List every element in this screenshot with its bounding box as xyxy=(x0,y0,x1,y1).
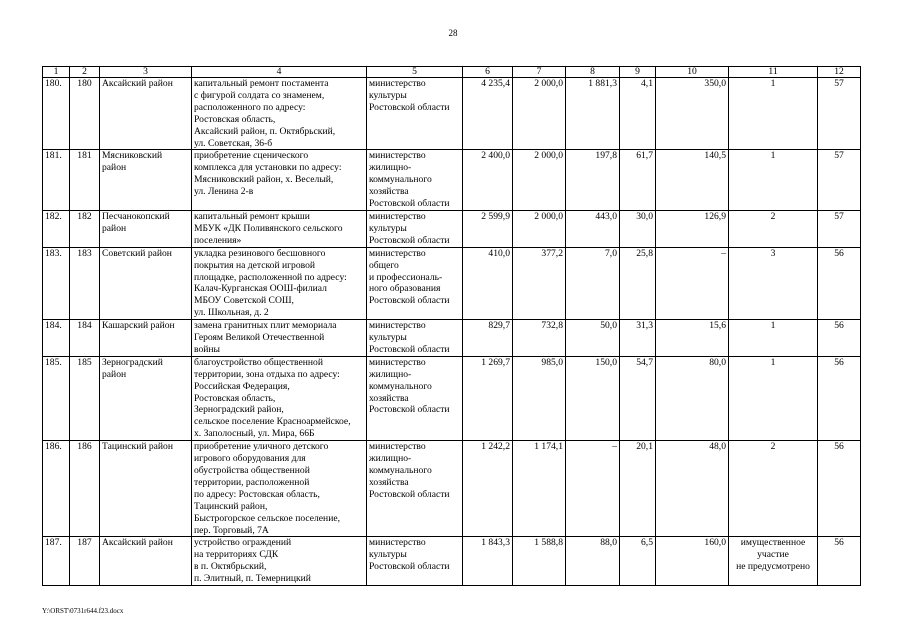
district-cell: Аксайский район xyxy=(100,78,192,150)
row-number-cell: 180. xyxy=(43,78,70,150)
subsidy-cell: 2 000,0 xyxy=(513,210,566,247)
description-cell: укладка резинового бесшовного покрытия на детской игровой площадке, расположенной по адресу: Калач-Курганская ООШ-филиал МБОУ Советской СОШ, ул. Школьная, д. 2 xyxy=(192,247,367,319)
local-budget-cell: – xyxy=(566,441,620,537)
header-row xyxy=(43,67,861,78)
district-cell: Мясниковский район xyxy=(100,150,192,211)
table-row xyxy=(43,441,861,537)
table-row xyxy=(43,320,861,357)
district-cell: Кашарский район xyxy=(100,320,192,357)
subsidy-cell: 1 174,1 xyxy=(513,441,566,537)
subsidy-cell: 2 000,0 xyxy=(513,78,566,150)
participation-cell: 2 xyxy=(729,210,818,247)
participation-cell: 1 xyxy=(729,78,818,150)
total-cost-cell: 4 235,4 xyxy=(463,78,513,150)
total-cost-cell: 2 400,0 xyxy=(463,150,513,211)
description-cell: приобретение уличного детского игрового оборудования для обустройства общественной территории, расположенной по адресу: Ростовская область, Тацинский район, Быстрогорское сельское поселение, пер. Торговый, 7А xyxy=(192,441,367,537)
row-number-cell: 184. xyxy=(43,320,70,357)
item-number-cell: 186 xyxy=(70,441,100,537)
budget-table xyxy=(42,66,861,586)
subsidy-cell: 377,2 xyxy=(513,247,566,319)
row-number-cell: 181. xyxy=(43,150,70,211)
participation-cell: 1 xyxy=(729,320,818,357)
total-cost-cell: 1 242,2 xyxy=(463,441,513,537)
header-cell: 2 xyxy=(70,67,100,78)
score-cell: 56 xyxy=(818,537,861,586)
header-cell: 9 xyxy=(620,67,656,78)
header-cell: 7 xyxy=(513,67,566,78)
value-cell: – xyxy=(656,247,729,319)
total-cost-cell: 1 843,3 xyxy=(463,537,513,586)
table-row xyxy=(43,78,861,150)
percent-cell: 30,0 xyxy=(620,210,656,247)
total-cost-cell: 1 269,7 xyxy=(463,356,513,440)
local-budget-cell: 7,0 xyxy=(566,247,620,319)
table-row xyxy=(43,210,861,247)
score-cell: 56 xyxy=(818,441,861,537)
header-cell: 11 xyxy=(729,67,818,78)
subsidy-cell: 1 588,8 xyxy=(513,537,566,586)
ministry-cell: министерство культуры Ростовской области xyxy=(367,320,463,357)
value-cell: 160,0 xyxy=(656,537,729,586)
header-cell: 5 xyxy=(367,67,463,78)
percent-cell: 54,7 xyxy=(620,356,656,440)
value-cell: 350,0 xyxy=(656,78,729,150)
item-number-cell: 185 xyxy=(70,356,100,440)
district-cell: Аксайский район xyxy=(100,537,192,586)
local-budget-cell: 197,8 xyxy=(566,150,620,211)
value-cell: 126,9 xyxy=(656,210,729,247)
ministry-cell: министерство жилищно- коммунального хозяйства Ростовской области xyxy=(367,150,463,211)
description-cell: приобретение сценического комплекса для установки по адресу: Мясниковский район, х. Веселый, ул. Ленина 2-в xyxy=(192,150,367,211)
percent-cell: 25,8 xyxy=(620,247,656,319)
ministry-cell: министерство культуры Ростовской области xyxy=(367,78,463,150)
participation-cell: 1 xyxy=(729,356,818,440)
row-number-cell: 185. xyxy=(43,356,70,440)
local-budget-cell: 150,0 xyxy=(566,356,620,440)
score-cell: 57 xyxy=(818,78,861,150)
percent-cell: 61,7 xyxy=(620,150,656,211)
table-row xyxy=(43,356,861,440)
item-number-cell: 184 xyxy=(70,320,100,357)
ministry-cell: министерство жилищно- коммунального хозяйства Ростовской области xyxy=(367,356,463,440)
percent-cell: 4,1 xyxy=(620,78,656,150)
header-cell: 12 xyxy=(818,67,861,78)
value-cell: 15,6 xyxy=(656,320,729,357)
item-number-cell: 181 xyxy=(70,150,100,211)
district-cell: Зерноградский район xyxy=(100,356,192,440)
ministry-cell: министерство общего и профессиональ- ного образования Ростовской области xyxy=(367,247,463,319)
item-number-cell: 180 xyxy=(70,78,100,150)
header-cell: 3 xyxy=(100,67,192,78)
table-row xyxy=(43,537,861,586)
percent-cell: 6,5 xyxy=(620,537,656,586)
header-cell: 4 xyxy=(192,67,367,78)
district-cell: Тацинский район xyxy=(100,441,192,537)
score-cell: 57 xyxy=(818,150,861,211)
row-number-cell: 183. xyxy=(43,247,70,319)
subsidy-cell: 732,8 xyxy=(513,320,566,357)
participation-cell: 2 xyxy=(729,441,818,537)
score-cell: 56 xyxy=(818,320,861,357)
item-number-cell: 187 xyxy=(70,537,100,586)
district-cell: Советский район xyxy=(100,247,192,319)
score-cell: 56 xyxy=(818,356,861,440)
file-path-footer: Y:\ORST\0731r644.f23.docx xyxy=(42,607,124,615)
description-cell: капитальный ремонт крыши МБУК «ДК Поливянского сельского поселения» xyxy=(192,210,367,247)
total-cost-cell: 410,0 xyxy=(463,247,513,319)
value-cell: 140,5 xyxy=(656,150,729,211)
total-cost-cell: 829,7 xyxy=(463,320,513,357)
item-number-cell: 183 xyxy=(70,247,100,319)
row-number-cell: 187. xyxy=(43,537,70,586)
subsidy-cell: 985,0 xyxy=(513,356,566,440)
description-cell: капитальный ремонт постамента с фигурой солдата со знаменем, расположенного по адресу: Ростовская область, Аксайский район, п. Октябрьский, ул. Советская, 36-б xyxy=(192,78,367,150)
score-cell: 56 xyxy=(818,247,861,319)
total-cost-cell: 2 599,9 xyxy=(463,210,513,247)
row-number-cell: 182. xyxy=(43,210,70,247)
subsidy-cell: 2 000,0 xyxy=(513,150,566,211)
local-budget-cell: 50,0 xyxy=(566,320,620,357)
percent-cell: 20,1 xyxy=(620,441,656,537)
score-cell: 57 xyxy=(818,210,861,247)
page-number: 28 xyxy=(448,28,458,38)
header-cell: 1 xyxy=(43,67,70,78)
header-cell: 8 xyxy=(566,67,620,78)
header-cell: 10 xyxy=(656,67,729,78)
local-budget-cell: 88,0 xyxy=(566,537,620,586)
local-budget-cell: 443,0 xyxy=(566,210,620,247)
ministry-cell: министерство жилищно- коммунального хозяйства Ростовской области xyxy=(367,441,463,537)
participation-cell: 1 xyxy=(729,150,818,211)
description-cell: замена гранитных плит мемориала Героям Великой Отечественной войны xyxy=(192,320,367,357)
percent-cell: 31,3 xyxy=(620,320,656,357)
table-row xyxy=(43,150,861,211)
district-cell: Песчанокопский район xyxy=(100,210,192,247)
row-number-cell: 186. xyxy=(43,441,70,537)
local-budget-cell: 1 881,3 xyxy=(566,78,620,150)
participation-cell: имущественное участие не предусмотрено xyxy=(729,537,818,586)
value-cell: 80,0 xyxy=(656,356,729,440)
table-row xyxy=(43,247,861,319)
participation-cell: 3 xyxy=(729,247,818,319)
ministry-cell: министерство культуры Ростовской области xyxy=(367,537,463,586)
value-cell: 48,0 xyxy=(656,441,729,537)
item-number-cell: 182 xyxy=(70,210,100,247)
header-cell: 6 xyxy=(463,67,513,78)
description-cell: устройство ограждений на территориях СДК в п. Октябрьский, п. Элитный, п. Темерницкий xyxy=(192,537,367,586)
description-cell: благоустройство общественной территории, зона отдыха по адресу: Российская Федерация, Ростовская область, Зерноградский район, сельское поселение Красноармейское, х. Заполосный, ул. Мира, 66Б xyxy=(192,356,367,440)
ministry-cell: министерство культуры Ростовской области xyxy=(367,210,463,247)
